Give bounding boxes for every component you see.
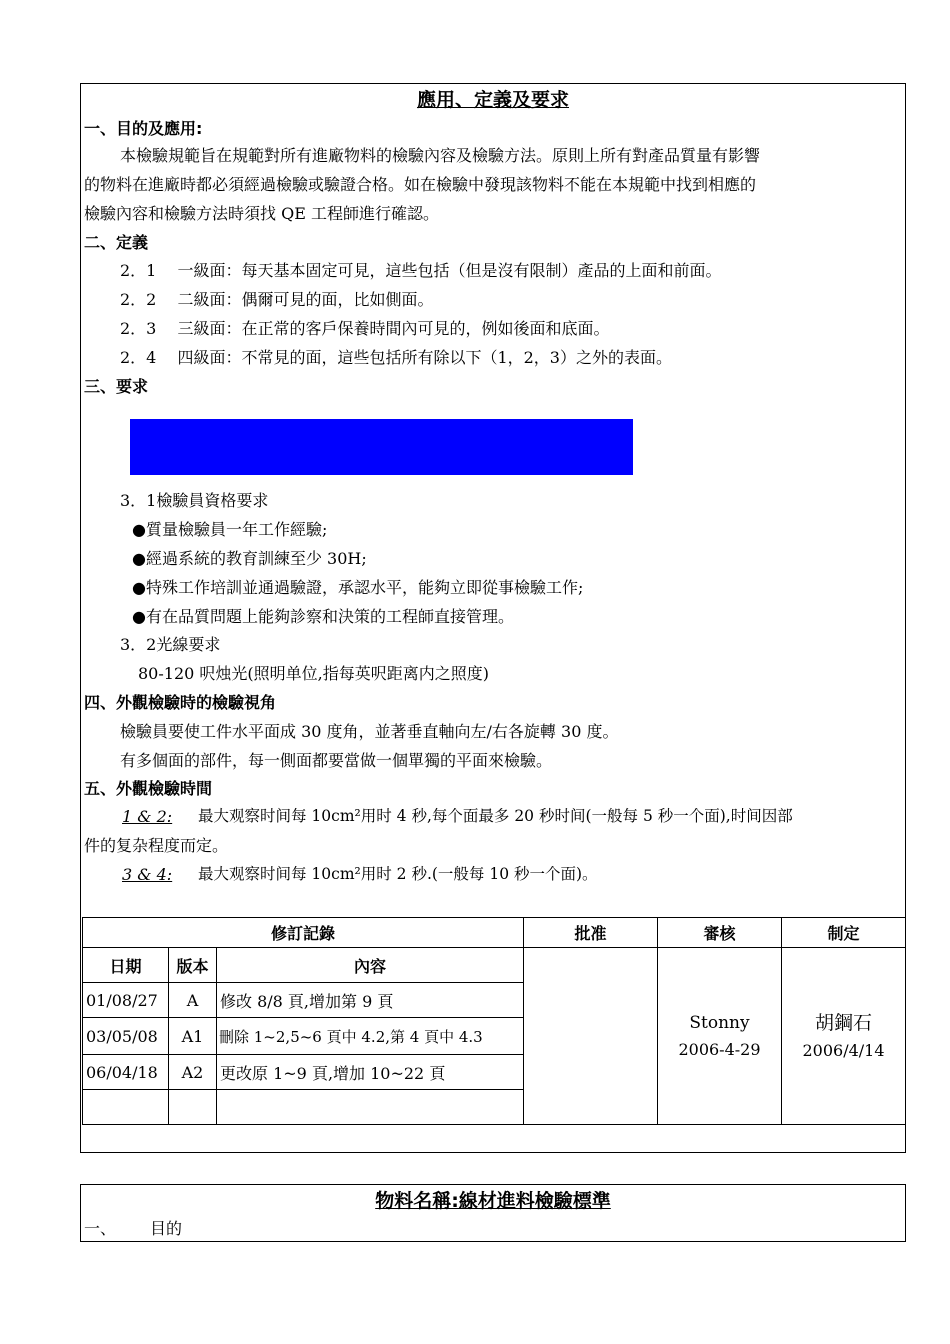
review-header: 審核: [658, 918, 782, 948]
version-column-header: 版本: [169, 948, 217, 983]
page2-item1-text: 目的: [150, 1219, 183, 1238]
requirement-3-2: 3．2光線要求: [120, 635, 221, 654]
row-content: [217, 1090, 524, 1125]
definition-2-4: 2．4 四級面：不常見的面，這些包括所有除以下（1，2，3）之外的表面。: [120, 348, 672, 367]
section3-heading: 三、要求: [84, 377, 149, 396]
section1-heading: 一、目的及應用:: [84, 119, 203, 138]
prepare-cell: [782, 948, 906, 1125]
section1-line-1: 本檢驗規範旨在規範對所有進廠物料的檢驗內容及檢驗方法。原則上所有對產品質量有影響: [120, 146, 761, 165]
section1-line-3: 檢驗內容和檢驗方法時須找 QE 工程師進行確認。: [84, 204, 439, 223]
row-date: 03/05/08: [83, 1018, 169, 1055]
time-text-1-2-cont: 件的复杂程度而定。: [84, 836, 229, 855]
content-column-header: 內容: [217, 948, 524, 983]
definition-2-2: 2．2 二級面：偶爾可見的面，比如側面。: [120, 290, 434, 309]
row-version: A1: [169, 1018, 217, 1055]
preparer-name: 胡鋼石: [814, 1012, 872, 1034]
section4-heading: 四、外觀檢驗時的檢驗視角: [84, 693, 277, 712]
reviewer-name: Stonny: [689, 1012, 750, 1033]
row-content: 修改 8/8 頁,增加第 9 頁: [217, 983, 524, 1018]
time-label-3-4: 3 & 4:: [122, 865, 173, 884]
row-content: 更改原 1~9 頁,增加 10~22 頁: [217, 1055, 524, 1090]
prepare-header: 制定: [782, 918, 906, 948]
row-date: [83, 1090, 169, 1125]
section5-heading: 五、外觀檢驗時間: [84, 779, 213, 798]
time-text-1-2: 最大观察时间每 10cm²用时 4 秒,每个面最多 20 秒时间(一般每 5 秒一个面),时间因部: [198, 807, 793, 825]
blue-bar: [130, 419, 633, 475]
row-content: 刪除 1~2,5~6 頁中 4.2,第 4 頁中 4.3: [217, 1018, 524, 1055]
approve-header: 批准: [524, 918, 658, 948]
requirement-3-1: 3．1檢驗員資格要求: [120, 491, 269, 510]
review-cell: [658, 948, 782, 1125]
light-requirement: 80-120 呎烛光(照明单位,指每英呎距离内之照度): [138, 664, 489, 683]
page-title: 應用、定義及要求: [416, 89, 569, 111]
section1-line-2: 的物料在進廠時都必須經過檢驗或驗證合格。如在檢驗中發現該物料不能在本規範中找到相應的: [84, 175, 757, 194]
revision-record-header: 修訂記錄: [83, 918, 524, 948]
definition-2-1: 2．1 一級面：每天基本固定可見，這些包括（但是沒有限制）產品的上面和前面。: [120, 261, 722, 280]
bullet-3: ●特殊工作培訓並通過驗證，承認水平，能夠立即從事檢驗工作;: [132, 578, 584, 597]
row-version: A: [169, 983, 217, 1018]
definition-2-3: 2．3 三級面：在正常的客戶保養時間內可見的，例如後面和底面。: [120, 319, 610, 338]
row-date: 01/08/27: [83, 983, 169, 1018]
reviewer-date: 2006-4-29: [678, 1039, 761, 1059]
preparer-date: 2006/4/14: [802, 1041, 885, 1061]
page2-item1-number: 一、: [84, 1219, 117, 1238]
row-version: A2: [169, 1055, 217, 1090]
bullet-2: ●經過系統的教育訓練至少 30H;: [132, 549, 367, 568]
section4-line-2: 有多個面的部件，每一側面都要當做一個單獨的平面來檢驗。: [120, 751, 553, 770]
date-column-header: 日期: [83, 948, 169, 983]
row-version: [169, 1090, 217, 1125]
time-label-1-2: 1 & 2:: [122, 807, 173, 826]
revision-table: [82, 917, 906, 1125]
bullet-4: ●有在品質問題上能夠診察和決策的工程師直接管理。: [132, 607, 514, 626]
time-text-3-4: 最大观察时间每 10cm²用时 2 秒.(一般每 10 秒一个面)。: [198, 865, 598, 883]
page2-title: 物料名稱:線材進料檢驗標準: [375, 1190, 611, 1212]
section4-line-1: 檢驗員要使工件水平面成 30 度角，並著垂直軸向左/右各旋轉 30 度。: [120, 722, 619, 741]
bullet-1: ●質量檢驗員一年工作經驗;: [132, 520, 328, 539]
approve-cell: [524, 948, 658, 1125]
section2-heading: 二、定義: [84, 233, 149, 252]
row-date: 06/04/18: [83, 1055, 169, 1090]
